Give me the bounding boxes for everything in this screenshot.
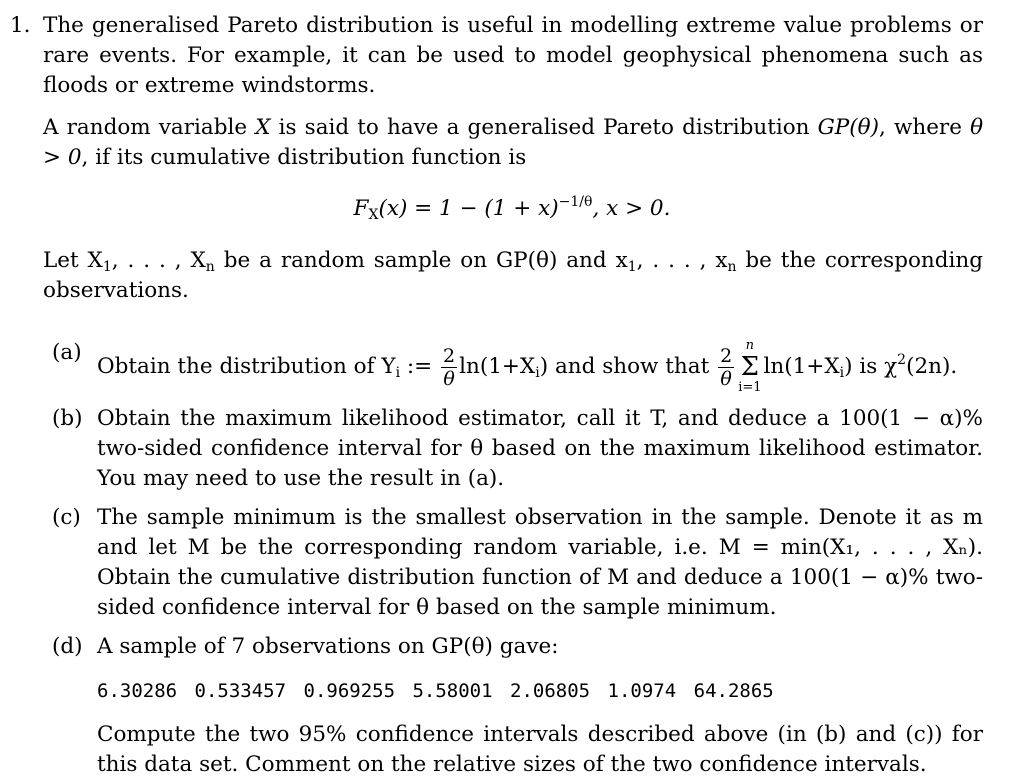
fraction-numerator-2: 2: [720, 344, 733, 367]
sample-text-5: be the corresponding observations.: [43, 248, 983, 303]
log-sub-i-2: i: [839, 365, 845, 381]
part-a-text-3: is χ: [859, 354, 898, 379]
part-a-label: (a): [52, 340, 82, 365]
definition-paragraph: [43, 113, 983, 173]
definition-text-1: A random variable: [43, 115, 248, 140]
definition-text-4: , if its cumulative distribution function is: [81, 145, 527, 170]
sum-lower-limit: i=1: [738, 380, 762, 395]
definition-text-3: , where: [879, 115, 962, 140]
part-a-text-4: (2n).: [906, 354, 958, 379]
part-b-text: Obtain the maximum likelihood estimator, call it T, and deduce a 100(1 − α)% two-sided confidence interval for θ based on the maximum likelihood estimator. You may need to use the result in (a).: [97, 406, 983, 491]
part-d-label: (d): [52, 634, 83, 659]
observation-value: 6.30286: [97, 680, 178, 702]
sum-upper-limit: n: [745, 338, 755, 353]
part-b-label: (b): [52, 406, 83, 431]
part-c-label: (c): [52, 505, 81, 530]
cdf-subscript: X: [368, 207, 379, 223]
intro-paragraph: The generalised Pareto distribution is useful in modelling extreme value problems or rare events. For example, it can be used to model geophysical phenomena such as floods or extreme windstorms.: [43, 13, 983, 98]
log-close-2: ): [844, 354, 853, 379]
observation-value: 0.533457: [194, 680, 287, 702]
question-number: 1.: [10, 13, 31, 38]
fraction-denominator-2: θ: [720, 367, 732, 390]
obs-sub-1: 1: [627, 259, 637, 275]
fraction-2-over-theta: [441, 345, 457, 390]
log-term-2: ln(1+X: [763, 354, 840, 379]
cdf-equation: [0, 194, 1024, 224]
observation-value: 2.06805: [510, 680, 591, 702]
part-a-sub-i: i: [395, 365, 401, 381]
sample-text-2: , . . . , X: [111, 248, 206, 273]
obs-sub-n: n: [727, 259, 737, 275]
fraction-denominator: θ: [443, 367, 455, 390]
fraction-numerator: 2: [443, 344, 456, 367]
sample-text-1: Let X: [43, 248, 103, 273]
part-a-text: [97, 338, 983, 396]
chi-square-exponent: 2: [897, 352, 907, 368]
sample-sub-1: 1: [102, 259, 112, 275]
parameter-condition: θ > 0: [43, 115, 984, 170]
log-close: ): [539, 354, 549, 379]
cdf-lhs: F: [353, 196, 369, 221]
observation-value: 1.0974: [607, 680, 677, 702]
part-a-assign: :=: [400, 354, 433, 379]
log-sub-i: i: [535, 365, 540, 381]
sample-text-4: , . . . , x: [636, 248, 728, 273]
sum-symbol: Σ: [740, 352, 760, 382]
distribution-name: GP(θ): [817, 115, 879, 140]
definition-variable: X: [255, 115, 271, 140]
cdf-exponent: −1/θ: [558, 194, 593, 210]
cdf-argument: (x) = 1 − (1 + x): [378, 196, 559, 221]
fraction-2-over-theta-2: [718, 345, 734, 390]
observation-list: [97, 676, 774, 706]
part-d-instruction: Compute the two 95% confidence intervals described above (in (b) and (c)) for this data set. Comment on the relative sizes of the two confidence intervals.: [97, 722, 983, 777]
observation-value: 64.2865: [693, 680, 774, 702]
summation: [738, 338, 761, 396]
sample-sub-n: n: [205, 259, 215, 275]
observation-value: 5.58001: [412, 680, 493, 702]
log-term: ln(1+X: [459, 354, 536, 379]
part-a-text-2: and show that: [554, 354, 710, 379]
sample-paragraph: [43, 246, 983, 306]
part-d-text: A sample of 7 observations on GP(θ) gave:: [97, 634, 559, 659]
cdf-domain: , x > 0.: [592, 196, 671, 221]
part-a-text-1: Obtain the distribution of Y: [97, 354, 396, 379]
definition-text-2: is said to have a generalised Pareto distribution: [278, 115, 810, 140]
part-c-text: The sample minimum is the smallest observation in the sample. Denote it as m and let M be the corresponding random variable, i.e. M = min(X₁, . . . , Xₙ). Obtain the cumulative distribution function of M and deduce a 100(1 − α)% two-sided confidence interval for θ based on the sample minimum.: [97, 505, 983, 620]
sample-text-3: be a random sample on GP(θ) and x: [214, 248, 628, 273]
observation-value: 0.969255: [303, 680, 396, 702]
